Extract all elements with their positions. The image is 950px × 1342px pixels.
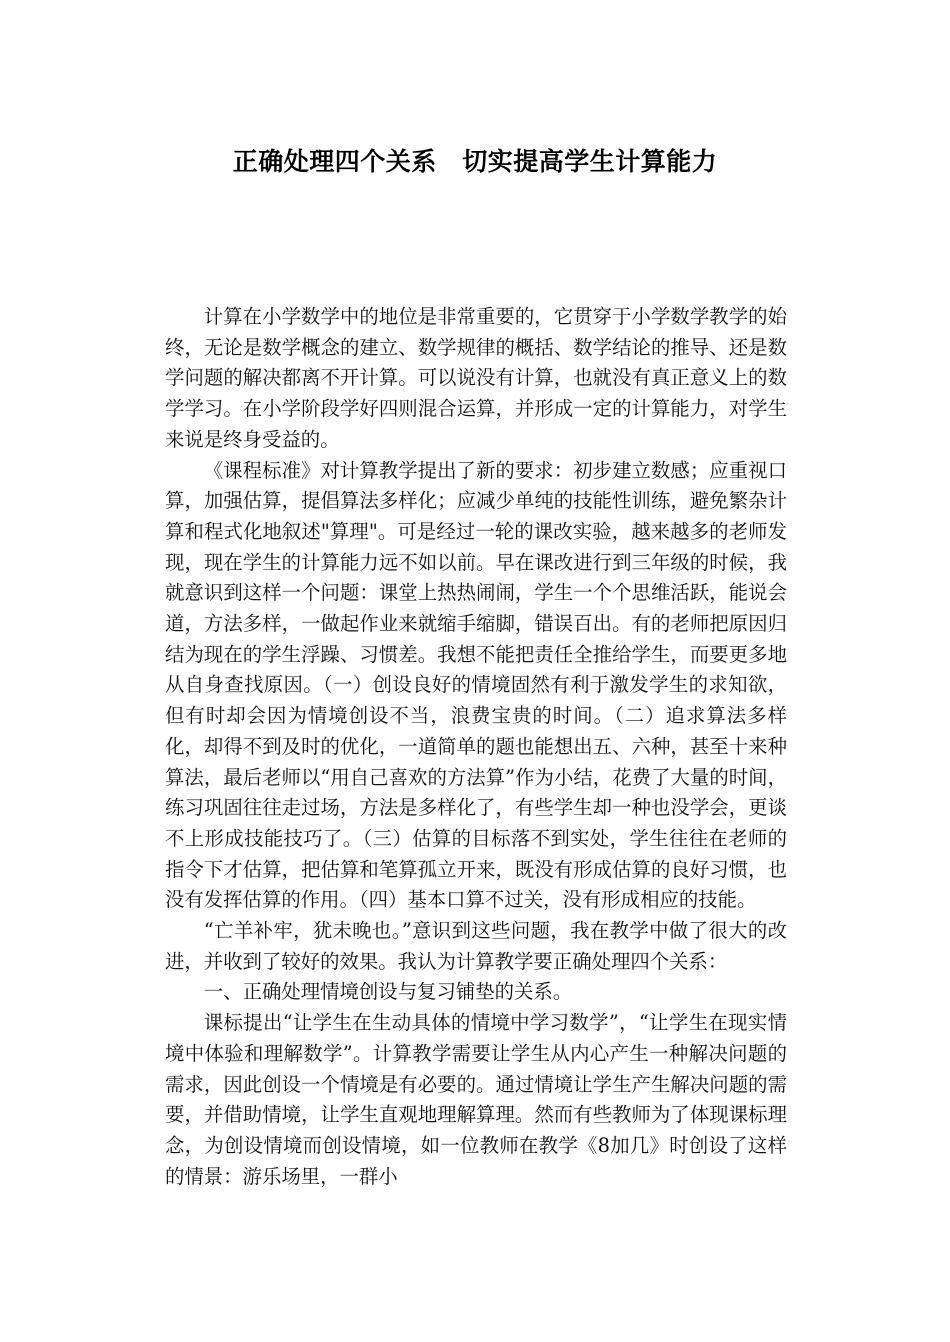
paragraph: “亡羊补牢，犹未晚也。”意识到这些问题，我在教学中做了很大的改进，并收到了较好的效果。我认为计算教学要正确处理四个关系： [165, 919, 787, 973]
section-heading: 一、正确处理情境创设与复习铺垫的关系。 [203, 980, 573, 1004]
paragraph: 课标提出“让学生在生动具体的情境中学习数学”，“让学生在现实情境中体验和理解数学”。计算教学需要让学生从内心产生一种解决问题的需求，因此创设一个情境是有必要的。通过情境让学生产生解决问题的需要，并借助情境，让学生直观地理解算理。然而有些教师为了体现课标理念，为创设情境而创设情境，如一位教师在教学《8加几》时创设了这样的情景：游乐场里，一群小 [165, 1011, 787, 1188]
paragraph: 《课程标准》对计算教学提出了新的要求：初步建立数感；应重视口算，加强估算，提倡算法多样化；应减少单纯的技能性训练，避免繁杂计算和程式化地叙述"算理"。可是经过一轮的课改实验，越来越多的老师发现，现在学生的计算能力远不如以前。早在课改进行到三年级的时候，我就意识到这样一个问题：课堂上热热闹闹，学生一个个思维活跃，能说会道，方法多样，一做起作业来就缩手缩脚，错误百出。有的老师把原因归结为现在的学生浮躁、习惯差。我想不能把责任全推给学生，而要更多地从自身查找原因。（一）创设良好的情境固然有利于激发学生的求知欲，但有时却会因为情境创设不当，浪费宝贵的时间。（二）追求算法多样化，却得不到及时的优化，一道简单的题也能想出五、六种，甚至十来种算法，最后老师以“用自己喜欢的方法算”作为小结，花费了大量的时间，练习巩固往往走过场，方法是多样化了，有些学生却一种也没学会，更谈不上形成技能技巧了。（三）估算的目标落不到实处，学生往往在老师的指令下才估算，把估算和笔算孤立开来，既没有形成估算的良好习惯，也没有发挥估算的作用。（四）基本口算不过关，没有形成相应的技能。 [165, 458, 787, 912]
document-title: 正确处理四个关系 切实提高学生计算能力 [232, 147, 718, 176]
document-body [165, 302, 787, 1192]
paragraph: 计算在小学数学中的地位是非常重要的，它贯穿于小学数学教学的始终，无论是数学概念的建立、数学规律的概括、数学结论的推导、还是数学问题的解决都离不开计算。可以说没有计算，也就没有真正意义上的数学学习。在小学阶段学好四则混合运算，并形成一定的计算能力，对学生来说是终身受益的。 [165, 305, 787, 451]
